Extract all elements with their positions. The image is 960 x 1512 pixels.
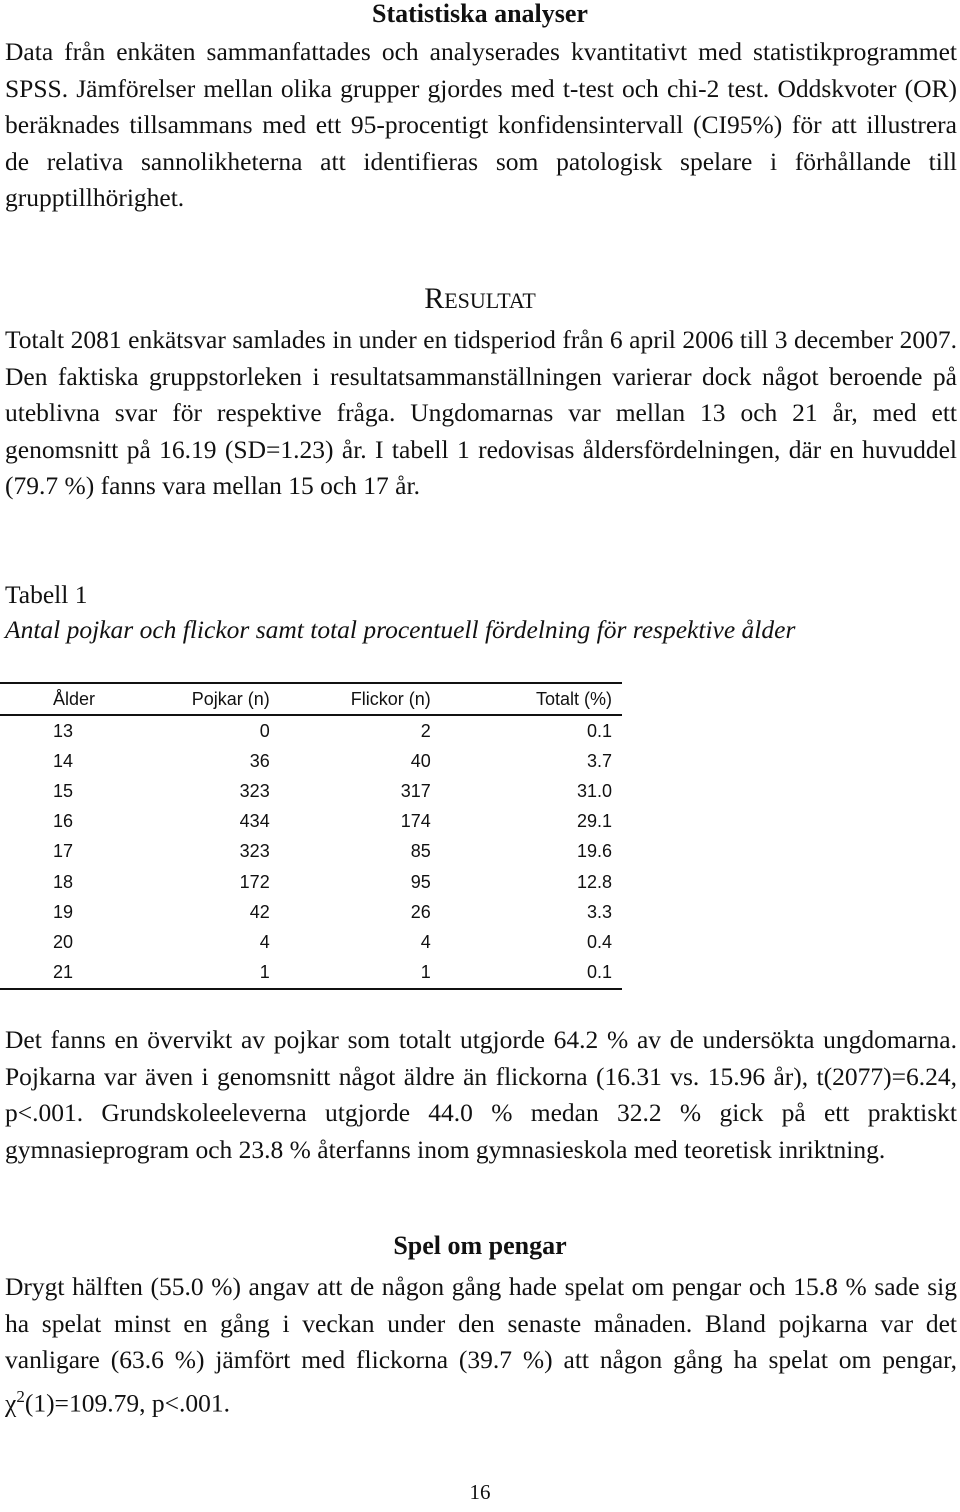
cell-total: 19.6 <box>576 841 612 862</box>
cell-total: 3.3 <box>586 901 612 922</box>
section-title-spel-om-pengar: Spel om pengar <box>393 1231 567 1260</box>
column-header-flickor: Flickor (n) <box>350 688 431 709</box>
cell-boys: 172 <box>239 871 270 892</box>
cell-boys: 323 <box>239 841 270 862</box>
cell-age: 19 <box>53 901 74 922</box>
age-distribution-table <box>0 682 622 990</box>
cell-total: 29.1 <box>576 811 612 832</box>
cell-girls: 85 <box>410 841 431 862</box>
cell-total: 0.1 <box>586 962 612 983</box>
cell-age: 20 <box>53 931 74 952</box>
table-header-row <box>0 683 622 715</box>
cell-age: 14 <box>53 750 74 771</box>
cell-girls: 2 <box>420 720 431 741</box>
cell-girls: 4 <box>420 931 431 952</box>
cell-total: 0.1 <box>586 720 612 741</box>
table-row <box>0 715 622 746</box>
cell-boys: 42 <box>249 901 270 922</box>
chi-symbol: χ <box>5 1388 17 1417</box>
paragraph-spel-om-pengar <box>5 1269 957 1422</box>
resultat-initial: R <box>424 282 445 315</box>
column-header-pojkar: Pojkar (n) <box>191 688 270 709</box>
cell-total: 31.0 <box>576 780 612 801</box>
cell-girls: 95 <box>410 871 431 892</box>
table-row <box>0 837 622 867</box>
cell-age: 18 <box>53 871 74 892</box>
table-row <box>0 897 622 927</box>
column-header-alder: Ålder <box>53 688 96 709</box>
column-header-totalt: Totalt (%) <box>535 688 612 709</box>
table-row <box>0 867 622 897</box>
spel-text-after: (1)=109.79, p<.001. <box>24 1388 230 1417</box>
paragraph-gender-distribution: Det fanns en övervikt av pojkar som totalt utgjorde 64.2 % av de undersökta ungdomarna. Pojkarna var även i genomsnitt något äldre än flickorna (16.31 vs. 15.96 år), t(2077)=6.24, p<.001. Grundskoleeleverna utgjorde 44.0 % medan 32.2 % gick på ett praktiskt gymnasieprogram och 23.8 % återfanns inom gymnasieskola med teoretisk inriktning. <box>5 1025 957 1164</box>
paragraph-resultat: Totalt 2081 enkätsvar samlades in under en tidsperiod från 6 april 2006 till 3 december 2007. Den faktiska gruppstorleken i resultatsammanställningen varierar dock något beroende på uteblivna svar för respektive fråga. Ungdomarnas var mellan 13 och 21 år, med ett genomsnitt på 16.19 (SD=1.23) år. I tabell 1 redovisas åldersfördelningen, där en huvuddel (79.7 %) fanns vara mellan 15 och 17 år. <box>5 325 957 500</box>
cell-girls: 1 <box>420 962 431 983</box>
cell-total: 3.7 <box>586 750 612 771</box>
cell-girls: 174 <box>400 811 431 832</box>
table-row <box>0 927 622 957</box>
cell-girls: 317 <box>400 780 431 801</box>
cell-age: 17 <box>53 841 74 862</box>
table-caption: Antal pojkar och flickor samt total procentuell fördelning för respektive ålder <box>5 615 796 644</box>
cell-boys: 434 <box>239 811 270 832</box>
table-row <box>0 776 622 806</box>
cell-boys: 1 <box>259 962 270 983</box>
cell-boys: 0 <box>259 720 270 741</box>
cell-boys: 323 <box>239 780 270 801</box>
page-number: 16 <box>469 1480 491 1504</box>
chi-superscript: 2 <box>16 1386 25 1406</box>
cell-total: 12.8 <box>576 871 612 892</box>
section-title-resultat <box>0 281 960 319</box>
cell-age: 15 <box>53 780 74 801</box>
section-title-statistiska-analyser: Statistiska analyser <box>372 0 588 28</box>
cell-age: 13 <box>53 720 74 741</box>
table-row <box>0 746 622 776</box>
cell-girls: 26 <box>410 901 431 922</box>
spel-text-before: Drygt hälften (55.0 %) angav att de någon gång hade spelat om pengar och 15.8 % sade sig ha spelat minst en gång i veckan under den senaste månaden. Bland pojkarna var det vanligare (63.6 %) jämfört med flickorna (39.7 %) att någon gång ha spelat om pengar, <box>5 1272 957 1374</box>
paragraph-statistiska-analyser: Data från enkäten sammanfattades och analyserades kvantitativt med statistikprogrammet SPSS. Jämförelser mellan olika grupper gjordes med t-test och chi-2 test. Oddskvoter (OR) beräknades tillsammans med ett 95-procentigt konfidensintervall (CI95%) för att illustrera de relativa sannolikheterna att identifieras som patologisk spelare i förhållande till grupptillhörighet. <box>5 37 957 212</box>
table-label: Tabell 1 <box>5 580 88 609</box>
cell-girls: 40 <box>410 750 431 771</box>
resultat-rest: ESULTAT <box>444 288 536 313</box>
cell-boys: 4 <box>259 931 270 952</box>
table-row <box>0 807 622 837</box>
table-row <box>0 958 622 989</box>
cell-boys: 36 <box>249 750 270 771</box>
cell-age: 16 <box>53 811 74 832</box>
cell-age: 21 <box>53 962 74 983</box>
cell-total: 0.4 <box>586 931 612 952</box>
